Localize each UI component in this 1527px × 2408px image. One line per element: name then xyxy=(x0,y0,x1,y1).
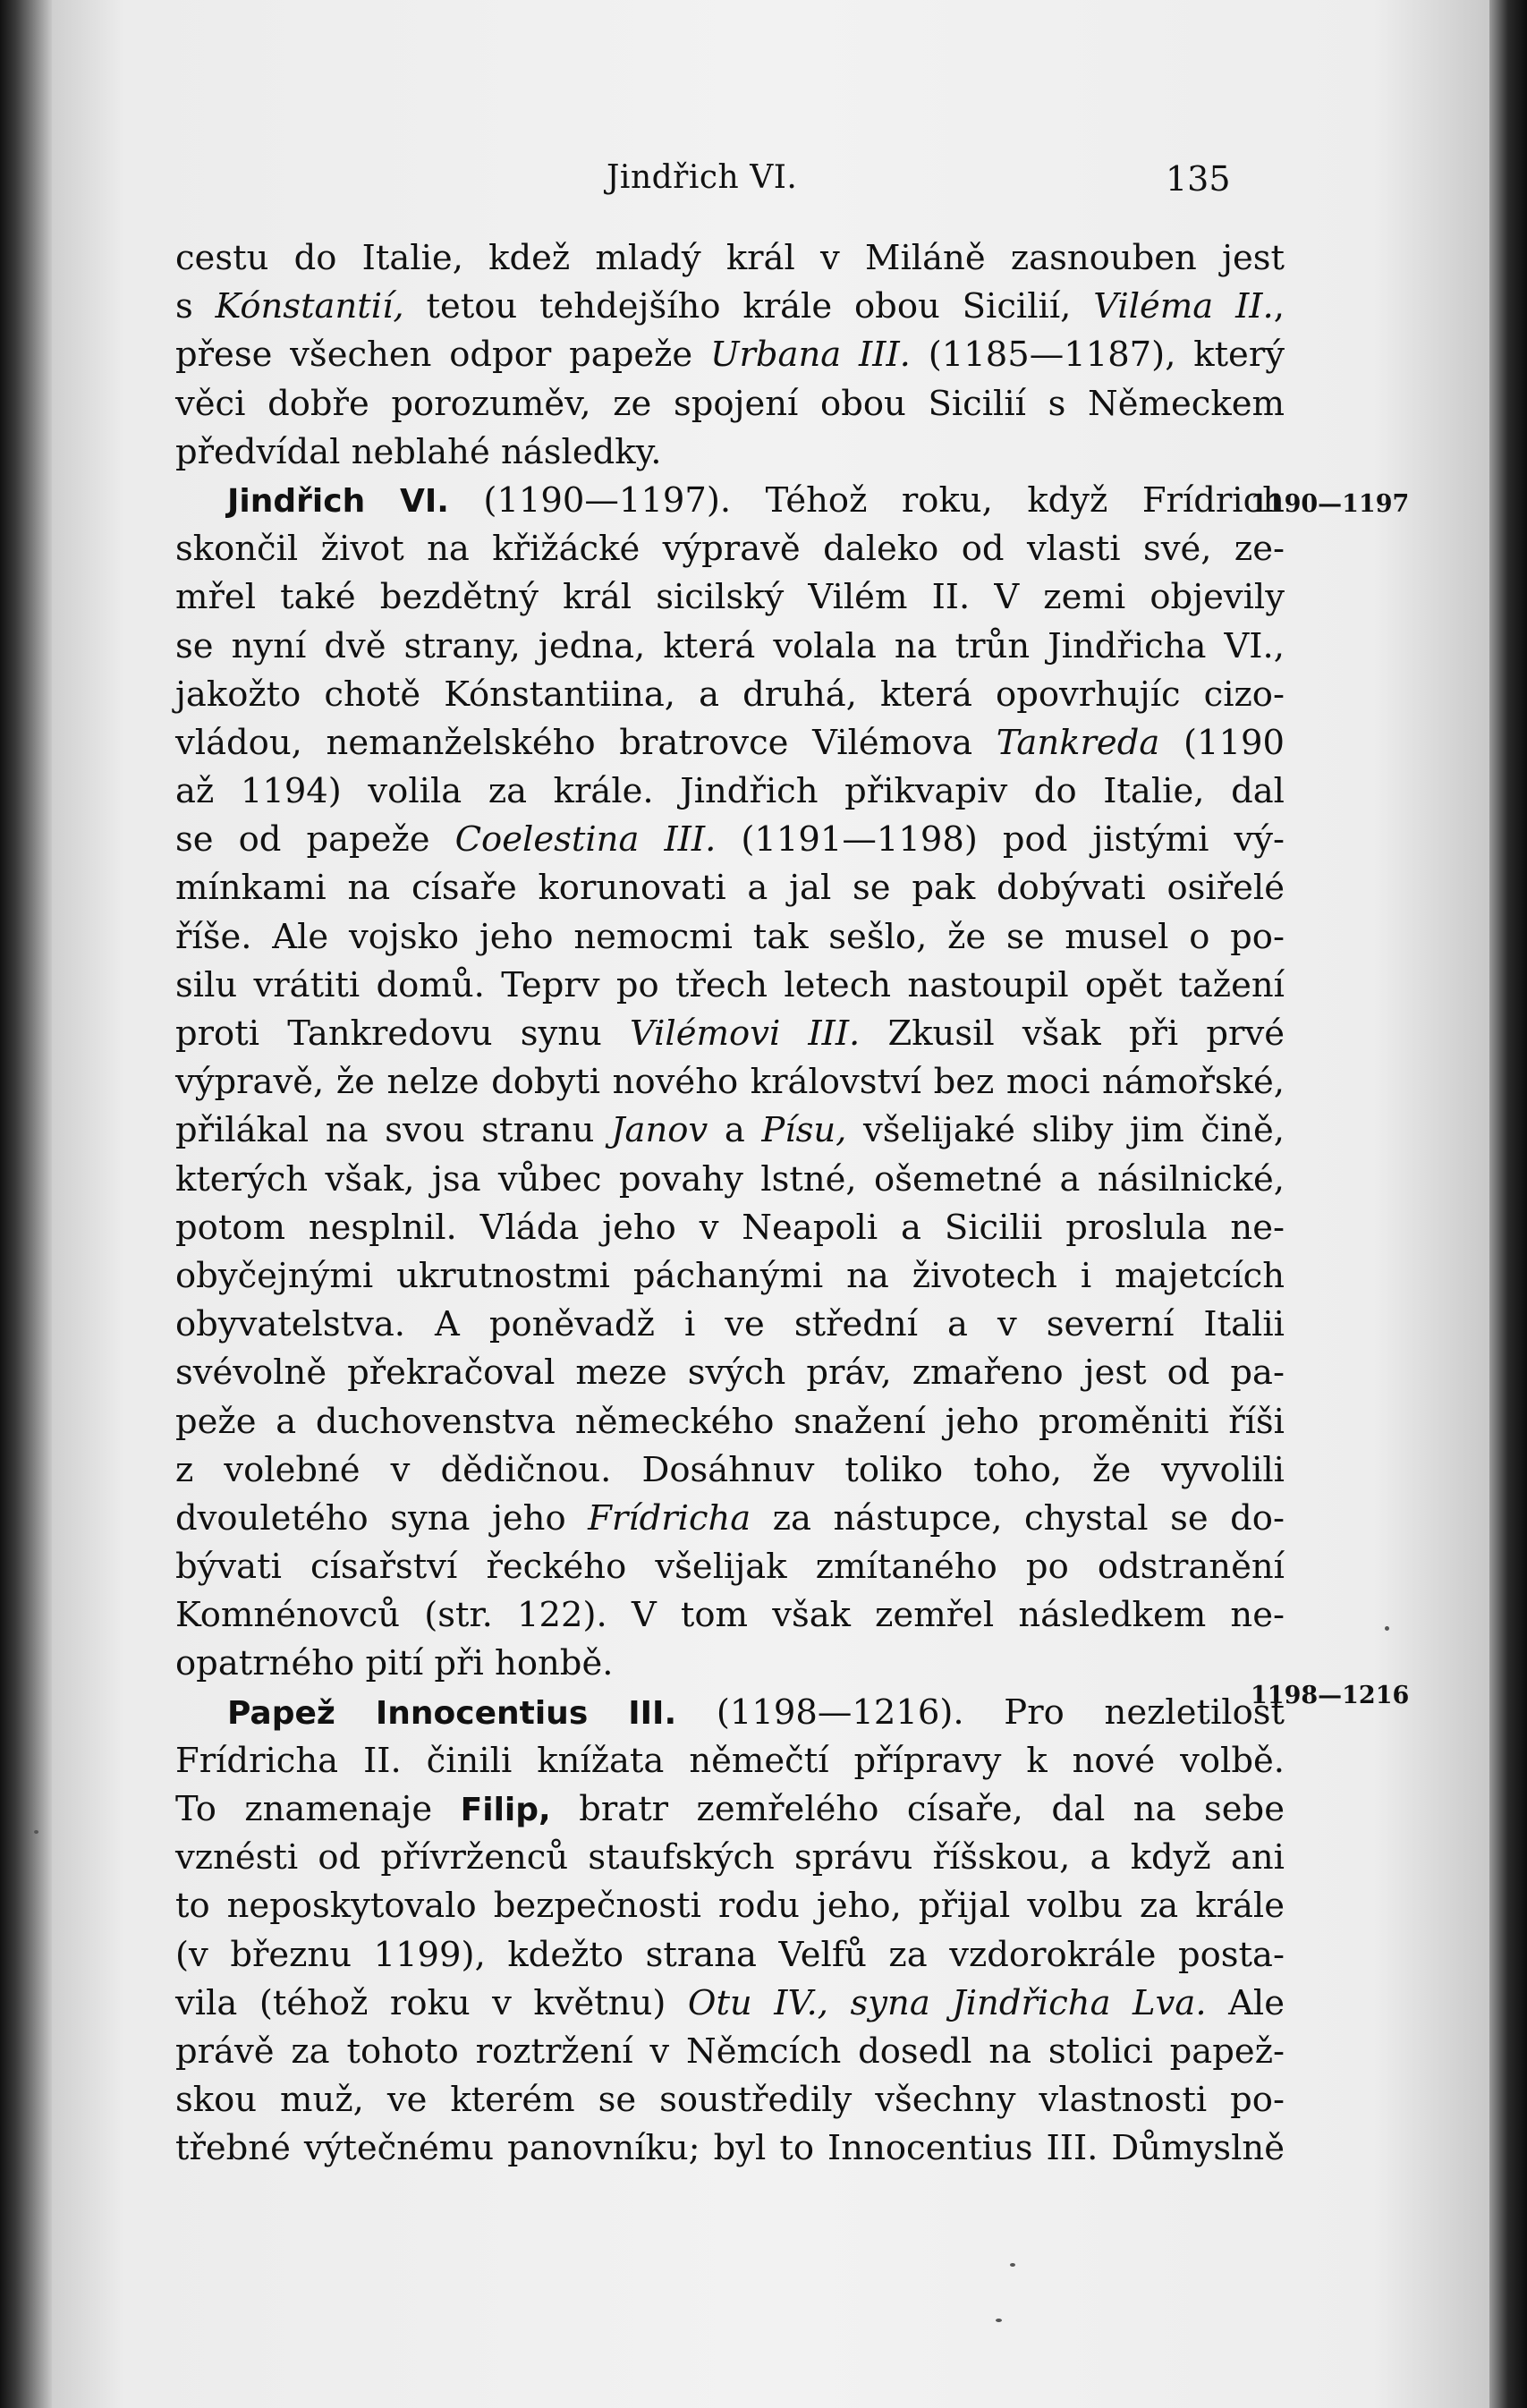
scan-speck xyxy=(1385,1626,1389,1631)
text-run: kterých však, jsa vůbec povahy lstné, ošemetné a násilnické, xyxy=(175,1158,1285,1200)
text-line xyxy=(175,1591,1285,1640)
text-run: vládou, nemanželského bratrovce Vilémova xyxy=(175,722,997,763)
text-line xyxy=(175,1010,1285,1058)
scan-left-edge xyxy=(0,0,52,2408)
text-run: přilákal na svou stranu xyxy=(175,1110,612,1151)
text-run: bratr zemřelého císaře, dal na sebe xyxy=(550,1789,1285,1829)
section-heading: Jindřich VI. xyxy=(227,482,449,520)
text-run: vznésti od přívrženců staufských správu říšskou, a když ani xyxy=(175,1837,1285,1878)
text-run: cestu do Italie, kdež mladý král v Miláně zasnouben jest xyxy=(175,238,1285,278)
running-title: Jindřich VI. xyxy=(607,159,798,196)
text-run: výpravě, že nelze dobyti nového království bez moci námořské, xyxy=(175,1062,1285,1103)
text-run: (1191—1198) pod jistými vý- xyxy=(716,819,1285,861)
italic-name: Tankreda xyxy=(996,722,1160,763)
text-run: za nástupce, chystal se do- xyxy=(751,1497,1285,1539)
text-line xyxy=(175,1301,1285,1349)
text-line xyxy=(175,1785,1285,1834)
text-run: jakožto chotě Kónstantiina, a druhá, která opovrhujíc cizo- xyxy=(175,674,1285,715)
italic-name: Viléma II. xyxy=(1093,286,1274,327)
text-run: s xyxy=(175,286,216,327)
italic-name: Písu, xyxy=(761,1110,847,1151)
text-run: obyvatelstva. A poněvadž i ve střední a v severní Italii xyxy=(175,1304,1285,1345)
text-line xyxy=(175,1106,1285,1155)
text-line xyxy=(175,864,1285,912)
text-line xyxy=(175,623,1285,671)
italic-name: Coelestina III. xyxy=(454,819,717,861)
text-line xyxy=(175,1834,1285,1882)
text-line xyxy=(175,1349,1285,1397)
text-run: svévolně překračoval meze svých práv, zmařeno jest od pa- xyxy=(175,1352,1285,1394)
text-run: Frídricha II. činili knížata němečtí přípravy k nové volbě. xyxy=(175,1740,1285,1781)
text-run: všelijaké sliby jim čině, xyxy=(846,1110,1285,1151)
italic-name: Otu IV., syna Jindřicha Lva. xyxy=(687,1982,1207,2023)
text-run: Komnénovců (str. 122). V tom však zemřel následkem ne- xyxy=(175,1595,1285,1636)
text-run: se od papeže xyxy=(175,819,455,861)
text-run: třebné výtečnému panovníku; byl to Innocentius III. Důmyslně xyxy=(175,2128,1285,2169)
text-run: , xyxy=(1273,286,1285,327)
text-line xyxy=(175,2124,1285,2173)
text-line xyxy=(175,1398,1285,1446)
text-run: Zkusil však při prvé xyxy=(860,1013,1285,1054)
text-run: vila (téhož roku v květnu) xyxy=(175,1982,688,2023)
text-line xyxy=(175,525,1285,573)
section-heading: Papež Innocentius III. xyxy=(227,1694,677,1732)
text-line xyxy=(175,1058,1285,1106)
italic-name: Vilémovi III. xyxy=(629,1013,861,1054)
text-line xyxy=(175,1495,1285,1543)
text-run: a xyxy=(708,1110,762,1151)
section-heading: Filip, xyxy=(460,1792,551,1828)
text-line xyxy=(175,1931,1285,1980)
margin-note-reign-innocent: 1198—1216 xyxy=(1251,1682,1410,1709)
italic-name: Frídricha xyxy=(588,1497,751,1539)
scan-right-edge xyxy=(1489,0,1527,2408)
text-line xyxy=(175,913,1285,962)
italic-name: Kónstantií, xyxy=(215,286,404,327)
scan-speck xyxy=(996,2319,1002,2322)
text-run: z volebné v dědičnou. Dosáhnuv toliko toho, že vyvolili xyxy=(175,1449,1285,1490)
text-line xyxy=(175,671,1285,719)
text-line xyxy=(175,719,1285,767)
text-run: věci dobře porozuměv, ze spojení obou Sicilií s Německem xyxy=(175,383,1285,424)
scan-speck xyxy=(34,1830,38,1834)
text-run: proti Tankredovu synu xyxy=(175,1013,630,1054)
text-run: až 1194) volila za krále. Jindřich přikvapiv do Italie, dal xyxy=(175,771,1285,812)
text-line xyxy=(175,1156,1285,1204)
text-line xyxy=(175,331,1285,379)
text-run: předvídal neblahé následky. xyxy=(175,431,662,472)
text-line xyxy=(175,1882,1285,1930)
text-line xyxy=(175,1204,1285,1252)
italic-name: Janov xyxy=(611,1110,708,1151)
text-run: (1190 xyxy=(1159,722,1285,763)
text-run: přese všechen odpor papeže xyxy=(175,335,711,376)
text-run: to neposkytovalo bezpečnosti rodu jeho, přijal volbu za krále xyxy=(175,1886,1285,1927)
text-line xyxy=(175,962,1285,1010)
text-run: (1185—1187), který xyxy=(910,335,1285,376)
text-run: obyčejnými ukrutnostmi páchanými na životech i majetcích xyxy=(175,1255,1285,1296)
text-run: (1198—1216). Pro nezletilost xyxy=(676,1692,1285,1733)
text-run: tetou tehdejšího krále obou Sicilií, xyxy=(403,286,1094,327)
text-line xyxy=(175,234,1285,283)
text-line xyxy=(175,1689,1285,1737)
text-line xyxy=(175,283,1285,331)
text-run: opatrného pití při honbě. xyxy=(175,1643,614,1684)
text-line xyxy=(175,2076,1285,2124)
text-run: mínkami na císaře korunovati a jal se pak dobývati osiřelé xyxy=(175,868,1285,909)
text-line xyxy=(175,767,1285,816)
text-run: bývati císařství řeckého všelijak zmítaného po odstranění xyxy=(175,1547,1285,1588)
text-line xyxy=(175,1980,1285,2028)
text-line xyxy=(175,1543,1285,1591)
text-line xyxy=(175,1640,1285,1688)
text-run: dvouletého syna jeho xyxy=(175,1497,589,1539)
text-run: silu vrátiti domů. Teprv po třech letech nastoupil opět tažení xyxy=(175,964,1285,1005)
body-text xyxy=(175,234,1285,2174)
text-line xyxy=(175,816,1285,864)
text-run: skou muž, ve kterém se soustředily všechny vlastnosti po- xyxy=(175,2080,1285,2121)
page-number: 135 xyxy=(1166,159,1231,199)
text-line xyxy=(175,428,1285,477)
text-line xyxy=(175,1737,1285,1785)
italic-name: Urbana III. xyxy=(710,335,911,376)
text-run: peže a duchovenstva německého snažení jeho proměniti říši xyxy=(175,1401,1285,1442)
margin-note-reign-henry: 1190—1197 xyxy=(1251,490,1410,518)
text-run: se nyní dvě strany, jedna, která volala na trůn Jindřicha VI., xyxy=(175,625,1285,666)
text-line xyxy=(175,573,1285,622)
text-run: (1190—1197). Téhož roku, když Frídrich xyxy=(448,479,1285,521)
text-run: potom nesplnil. Vláda jeho v Neapoli a Sicilii proslula ne- xyxy=(175,1207,1285,1248)
text-line xyxy=(175,380,1285,428)
text-line xyxy=(175,1252,1285,1301)
text-run: To znamenaje xyxy=(175,1789,461,1829)
text-run: právě za tohoto roztržení v Němcích dosedl na stolici papež- xyxy=(175,2031,1285,2072)
running-head xyxy=(52,159,1489,204)
text-line xyxy=(175,1446,1285,1495)
text-line xyxy=(175,2028,1285,2076)
text-run: říše. Ale vojsko jeho nemocmi tak sešlo, že se musel o po- xyxy=(175,916,1285,957)
text-run: skončil život na křižácké výpravě daleko od vlasti své, ze- xyxy=(175,529,1285,570)
text-line xyxy=(175,477,1285,525)
text-run: (v březnu 1199), kdežto strana Velfů za vzdorokrále posta- xyxy=(175,1934,1285,1975)
scan-speck xyxy=(1010,2263,1015,2267)
book-page xyxy=(52,0,1489,2408)
text-run: Ale xyxy=(1206,1982,1285,2023)
text-run: mřel také bezdětný král sicilský Vilém II. V zemi objevily xyxy=(175,577,1285,618)
